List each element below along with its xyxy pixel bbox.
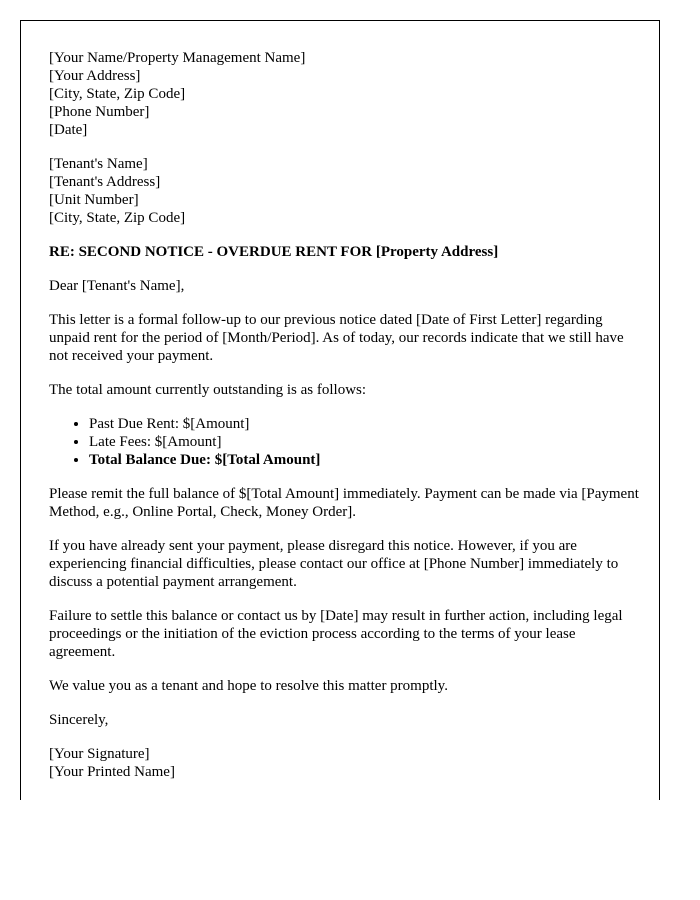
list-item-total-balance: • Total Balance Due: $[Total Amount] — [89, 451, 639, 469]
outstanding-lead-paragraph: The total amount currently outstanding is as follows: — [49, 382, 367, 398]
letter-body — [49, 49, 639, 781]
sender-phone: [Phone Number] — [49, 104, 150, 120]
recipient-address: [Tenant's Address] — [49, 174, 161, 190]
letter-date: [Date] — [49, 122, 88, 138]
recipient-city-state-zip: [City, State, Zip Code] — [49, 210, 186, 226]
recipient-unit: [Unit Number] — [49, 192, 139, 208]
printed-name: [Your Printed Name] — [49, 764, 175, 780]
salutation: Dear [Tenant's Name], — [49, 278, 185, 294]
remit-paragraph: Please remit the full balance of $[Total Amount] immediately. Payment can be made via [Payment Method, e.g., Online Portal, Check, Money Order]. — [49, 486, 639, 520]
signature-line: [Your Signature] — [49, 746, 150, 762]
subject-line: RE: SECOND NOTICE - OVERDUE RENT FOR [Property Address] — [49, 244, 499, 260]
intro-paragraph: This letter is a formal follow-up to our previous notice dated [Date of First Letter] regarding unpaid rent for the period of [Month/Period]. As of today, our records indicate that we still have not received your payment. — [49, 312, 624, 364]
failure-paragraph: Failure to settle this balance or contact us by [Date] may result in further action, including legal proceedings or the initiation of the eviction process according to the terms of your lease agreement. — [49, 608, 623, 660]
already-sent-paragraph: If you have already sent your payment, please disregard this notice. However, if you are experiencing financial difficulties, please contact our office at [Phone Number] immediately to discuss a potential payment arrangement. — [49, 538, 619, 590]
sender-block — [49, 49, 639, 139]
recipient-name: [Tenant's Name] — [49, 156, 148, 172]
recipient-block — [49, 155, 639, 227]
sender-city-state-zip: [City, State, Zip Code] — [49, 86, 186, 102]
sender-address: [Your Address] — [49, 68, 141, 84]
list-item-past-due-rent: • Past Due Rent: $[Amount] — [89, 415, 639, 433]
letter-page — [20, 20, 660, 800]
sender-name: [Your Name/Property Management Name] — [49, 50, 306, 66]
signature-block — [49, 745, 639, 781]
value-paragraph: We value you as a tenant and hope to resolve this matter promptly. — [49, 678, 448, 694]
list-item-late-fees: • Late Fees: $[Amount] — [89, 433, 639, 451]
charges-list — [49, 415, 639, 469]
closing: Sincerely, — [49, 712, 109, 728]
